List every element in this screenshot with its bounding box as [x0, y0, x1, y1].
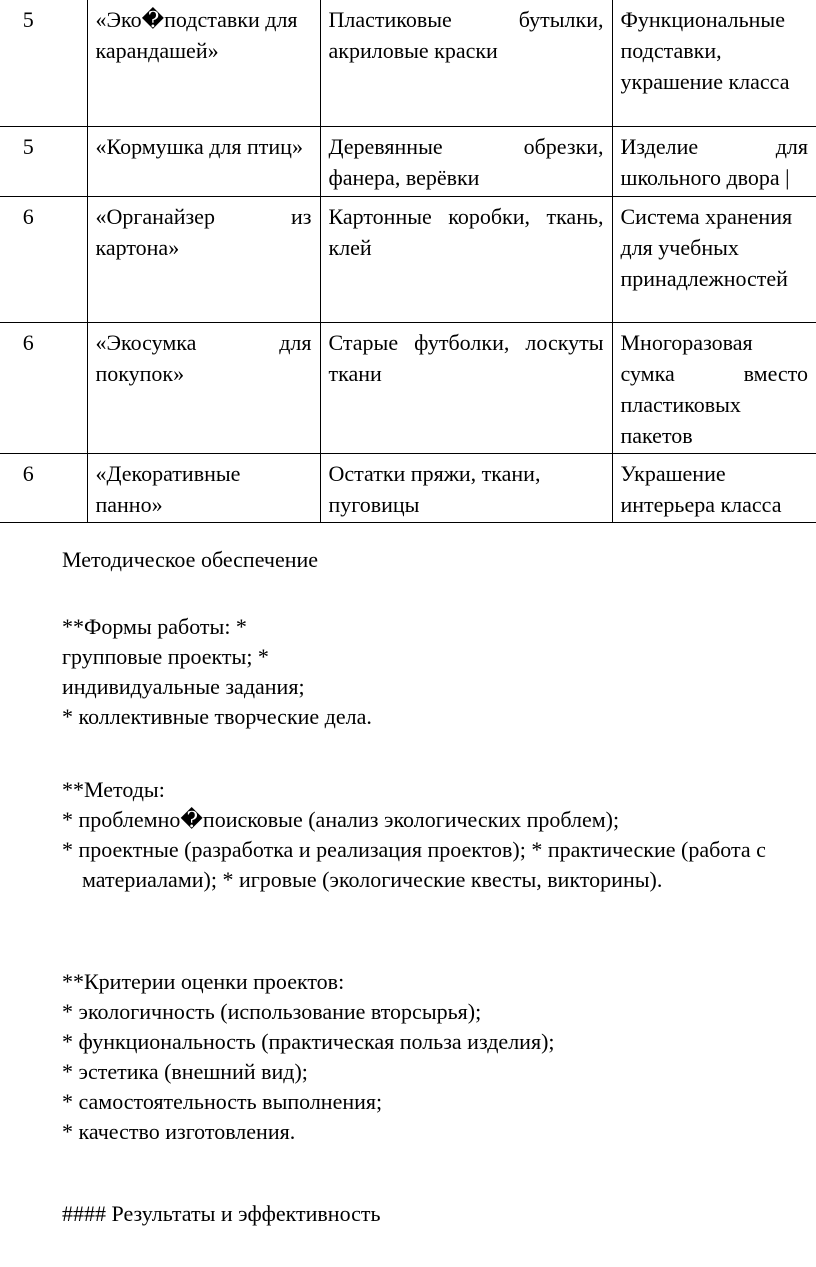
forms-line: групповые проекты; * [62, 644, 269, 669]
table-row [0, 453, 816, 522]
criteria-item: * экологичность (использование вторсырья); [62, 999, 482, 1024]
forms-block [62, 612, 762, 732]
criteria-item: * самостоятельность выполнения; [62, 1089, 383, 1114]
purpose-cell: Изделие для школьного двора | [612, 126, 816, 196]
section-title: Методическое обеспечение [62, 547, 319, 572]
forms-heading: **Формы работы: * [62, 614, 247, 639]
table-row [0, 0, 816, 126]
materials-cell: Старые футболки, лоскуты ткани [320, 322, 612, 453]
projects-table [0, 0, 816, 523]
criteria-block [62, 967, 762, 1147]
methods-item: * проблемно�поисковые (анализ экологических проблем); [62, 807, 620, 832]
purpose-cell: Система хранения для учебных принадлежностей [612, 196, 816, 322]
materials-cell: Картонные коробки, ткань, клей [320, 196, 612, 322]
project-name-cell: «Экосумка для покупок» [87, 322, 320, 453]
project-name-cell: «Эко�подставки для карандашей» [87, 0, 320, 126]
project-name-cell: «Кормушка для птиц» [87, 126, 320, 196]
criteria-item: * качество изготовления. [62, 1119, 296, 1144]
purpose-cell: Украшение интерьера класса [612, 453, 816, 522]
grade-cell: 5 [0, 126, 87, 196]
materials-cell: Деревянные обрезки, фанера, верёвки [320, 126, 612, 196]
table-row [0, 126, 816, 196]
criteria-item: * функциональность (практическая польза изделия); [62, 1029, 555, 1054]
methods-block [62, 775, 766, 895]
project-name-cell: «Органайзер из картона» [87, 196, 320, 322]
results-heading: #### Результаты и эффективность [62, 1201, 381, 1226]
forms-line: * коллективные творческие дела. [62, 704, 372, 729]
criteria-item: * эстетика (внешний вид); [62, 1059, 308, 1084]
grade-cell: 5 [0, 0, 87, 126]
table-row [0, 322, 816, 453]
grade-cell: 6 [0, 322, 87, 453]
purpose-cell: Многоразовая сумка вместо пластиковых пакетов [612, 322, 816, 453]
project-name-cell: «Декоративные панно» [87, 453, 320, 522]
criteria-heading: **Критерии оценки проектов: [62, 969, 345, 994]
table-row [0, 196, 816, 322]
methods-heading: **Методы: [62, 777, 165, 802]
materials-cell: Пластиковые бутылки, акриловые краски [320, 0, 612, 126]
methods-item: * проектные (разработка и реализация проектов); * практические (работа с материалами); * игровые (экологические квесты, викторины). [62, 837, 766, 892]
grade-cell: 6 [0, 453, 87, 522]
forms-line: индивидуальные задания; [62, 674, 305, 699]
materials-cell: Остатки пряжи, ткани, пуговицы [320, 453, 612, 522]
purpose-cell: Функциональные подставки, украшение класса [612, 0, 816, 126]
grade-cell: 6 [0, 196, 87, 322]
